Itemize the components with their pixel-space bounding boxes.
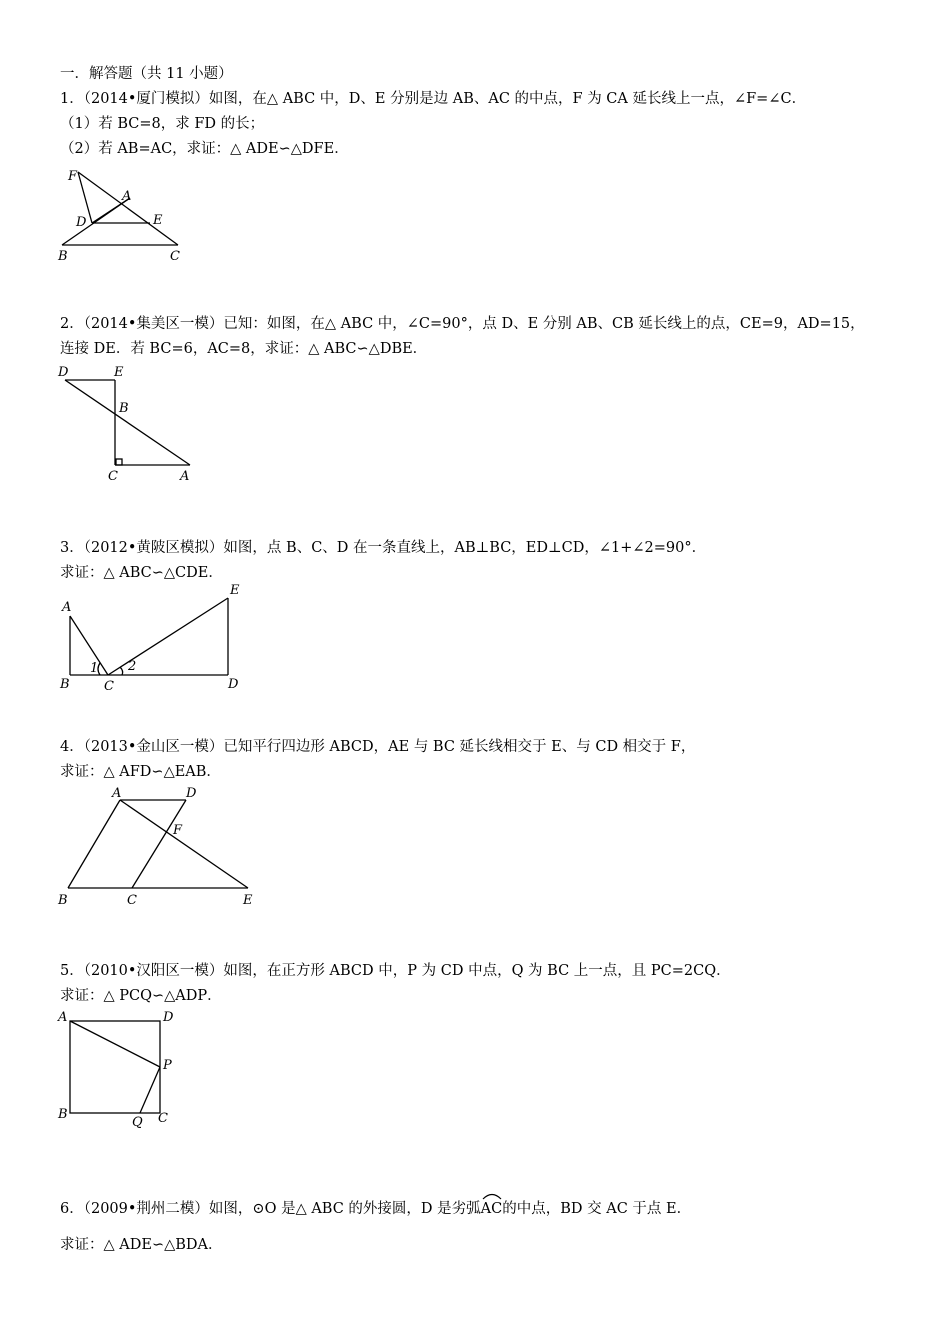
segment-AC <box>70 616 108 675</box>
problem-1-figure <box>50 160 200 270</box>
label-E: E <box>153 213 163 228</box>
label-F: F <box>173 823 183 838</box>
label-E: E <box>114 365 124 380</box>
segment-BA <box>62 198 130 245</box>
label-D: D <box>58 365 69 380</box>
label-Q: Q <box>132 1115 143 1130</box>
label-D: D <box>163 1010 174 1025</box>
segment-AE <box>120 800 248 888</box>
angle-2-arc <box>120 667 123 675</box>
label-F: F <box>68 169 78 184</box>
arc-notation <box>481 1201 503 1217</box>
section-title: 一．解答题（共 11 小题） <box>60 66 233 82</box>
label-D: D <box>186 786 197 801</box>
problem-5-line-1: 5．（2010•汉阳区一模）如图，在正方形 ABCD 中，P 为 CD 中点，Q 为 BC 上一点，且 PC=2CQ． <box>60 963 731 979</box>
segment-AP <box>70 1021 160 1067</box>
label-D: D <box>76 215 87 230</box>
problem-1-line-3: （2）若 AB=AC，求证：△ ADE∽△DFE． <box>60 141 349 157</box>
problem-6-line-1 <box>60 1197 691 1218</box>
problem-4-line-1: 4．（2013•金山区一模）已知平行四边形 ABCD，AE 与 BC 延长线相交于 E、与 CD 相交于 F， <box>60 739 696 755</box>
label-P: P <box>163 1058 172 1073</box>
label-A: A <box>122 189 132 204</box>
label-A: A <box>112 786 122 801</box>
label-angle-1: 1 <box>90 661 99 676</box>
label-D: D <box>228 677 239 692</box>
right-angle-mark <box>116 459 122 465</box>
arc-hat-icon <box>482 1192 502 1200</box>
label-E: E <box>243 893 253 908</box>
problem-3-line-2: 求证：△ ABC∽△CDE． <box>60 565 223 581</box>
label-A: A <box>58 1010 68 1025</box>
segment-CE <box>108 598 228 675</box>
segment-FC <box>78 172 178 245</box>
label-B: B <box>58 1107 68 1122</box>
label-C: C <box>104 679 114 693</box>
problem-1-line-2: （1）若 BC=8，求 FD 的长； <box>60 116 265 132</box>
problem-3-line-1: 3．（2012•黄陂区模拟）如图，点 B、C、D 在一条直线上，AB⊥BC，ED⊥CD，∠1+∠2=90°． <box>60 540 707 556</box>
problem-1-line-1: 1．（2014•厦门模拟）如图，在△ ABC 中，D、E 分别是边 AB、AC 的中点，F 为 CA 延长线上一点，∠F=∠C． <box>60 91 807 107</box>
problem-6-line-2: 求证：△ ADE∽△BDA． <box>60 1237 223 1253</box>
problem-4-figure <box>50 782 270 912</box>
segment-PQ <box>140 1067 160 1113</box>
label-B: B <box>58 249 68 264</box>
label-C: C <box>170 249 180 264</box>
label-B: B <box>119 401 129 416</box>
problem-5-figure <box>50 1005 190 1135</box>
label-A: A <box>62 600 72 615</box>
segment-DA <box>65 380 190 465</box>
label-C: C <box>108 469 118 484</box>
problem-6-text-after: 的中点，BD 交 AC 于点 E． <box>502 1201 692 1217</box>
arc-label: AC <box>480 1201 503 1217</box>
label-C: C <box>127 893 137 908</box>
segment-AB <box>68 800 120 888</box>
angle-1-arc <box>98 663 100 675</box>
problem-4-line-2: 求证：△ AFD∽△EAB． <box>60 764 221 780</box>
problem-6-text-before: 6．（2009•荆州二模）如图，⊙O 是△ ABC 的外接圆，D 是劣弧 <box>60 1201 481 1217</box>
problem-5-line-2: 求证：△ PCQ∽△ADP． <box>60 988 222 1004</box>
problem-2-figure <box>50 360 210 490</box>
label-B: B <box>58 893 68 908</box>
label-angle-2: 2 <box>128 659 137 674</box>
problem-2-line-2: 连接 DE．若 BC=6，AC=8，求证：△ ABC∽△DBE． <box>60 341 428 357</box>
problem-3-figure <box>50 578 250 693</box>
label-C: C <box>158 1111 168 1126</box>
label-B: B <box>60 677 70 692</box>
problem-2-line-1: 2．（2014•集美区一模）已知：如图，在△ ABC 中，∠C=90°，点 D、E 分别 AB、CB 延长线上的点，CE=9，AD=15， <box>60 316 865 332</box>
label-E: E <box>230 583 240 598</box>
label-A: A <box>180 469 190 484</box>
